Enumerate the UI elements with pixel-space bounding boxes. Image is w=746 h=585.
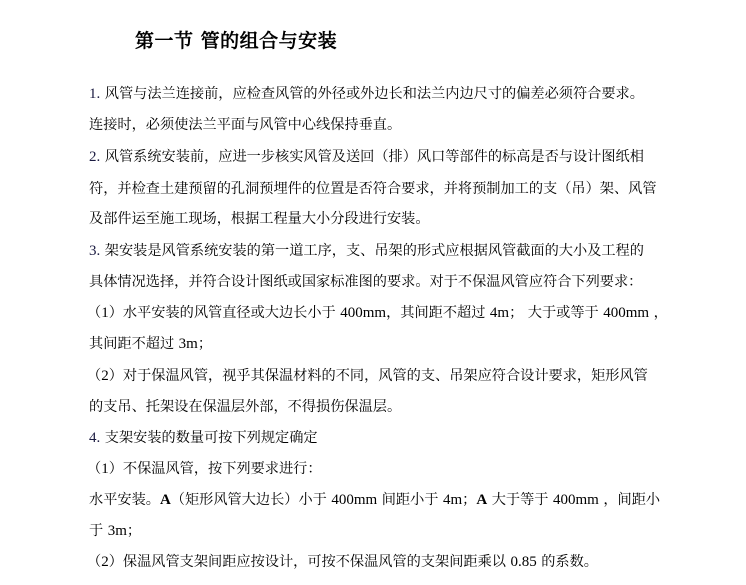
text-segment: ，间距小 (598, 492, 661, 508)
text-segment: 的系数。 (536, 554, 598, 570)
item-4-1-detail-line-2 (89, 521, 141, 541)
text-segment: 4. (89, 430, 101, 446)
text-segment: 3. (89, 243, 101, 259)
text-segment: 水平安装。 (89, 492, 160, 508)
paragraph-2-line-2 (89, 179, 657, 199)
text-segment: 2 (101, 554, 109, 570)
text-segment: 0.85 (510, 554, 537, 570)
item-3-2-line-1 (87, 366, 648, 386)
text-segment: ）对于保温风管，视乎其保温材料的不同，风管的支、吊架应符合设计要求，矩形风管 (108, 368, 648, 384)
text-segment: 大于等于 (487, 492, 553, 508)
text-segment: 风管系统安装前，应进一步核实风管及送回（排）风口等部件的标高是否与设计图纸相 (100, 149, 644, 165)
text-segment: 400mm (331, 492, 378, 508)
text-segment: 1. (89, 86, 101, 102)
item-3-2-line-2 (89, 397, 401, 417)
text-segment: 架安装是风管系统安装的第一道工序，支、吊架的形式应根据风管截面的大小及工程的 (100, 243, 644, 259)
text-segment: 的支吊、托架设在保温层外部，不得损伤保温层。 (89, 399, 402, 415)
paragraph-3-line-2 (89, 272, 642, 292)
text-segment: （ (87, 305, 102, 321)
text-segment: A (476, 492, 488, 508)
text-segment: ； (462, 492, 477, 508)
item-4-2-line-1 (87, 552, 598, 572)
text-segment: ，其间距不超过 (386, 305, 490, 321)
item-3-1-line-1 (87, 303, 668, 323)
text-segment: ； (197, 336, 213, 352)
text-segment: 间距小于 (377, 492, 443, 508)
section-title: 第一节 管的组合与安装 (135, 30, 338, 52)
text-segment: 3m (178, 336, 198, 352)
text-segment: 400mm (553, 492, 599, 508)
text-segment: 具体情况选择，并符合设计图纸或国家标准图的要求。对于不保温风管应符合下列要求： (89, 274, 643, 290)
text-segment: ）保温风管支架间距应按设计，可按不保温风管的支架间距乘以 (108, 554, 511, 570)
paragraph-1-line-2 (89, 115, 401, 135)
text-segment: A (159, 492, 171, 508)
text-segment: （ (87, 554, 102, 570)
paragraph-1-line-1 (89, 84, 644, 104)
item-4-1-line-1 (87, 459, 322, 479)
text-segment: ； (126, 523, 142, 539)
text-segment: 及部件运至施工现场，根据工程量大小分段进行安装。 (89, 211, 430, 227)
text-segment: 其间距不超过 (89, 336, 179, 352)
text-segment: 2 (101, 368, 109, 384)
text-segment: 1 (101, 461, 109, 477)
text-segment: ； 大于或等于 (509, 305, 604, 321)
text-segment: 符，并检查土建预留的孔洞预埋件的位置是否符合要求，并将预制加工的支（吊）架、风管 (89, 181, 657, 197)
paragraph-2-line-1 (89, 147, 644, 167)
paragraph-2-line-3 (89, 209, 430, 229)
paragraph-4-line-1 (89, 428, 318, 448)
text-segment: 1 (101, 305, 109, 321)
paragraph-3-line-1 (89, 241, 644, 261)
text-segment: 连接时，必须使法兰平面与风管中心线保持垂直。 (89, 117, 402, 133)
text-segment: ）水平安装的风管直径或大边长小于 (108, 305, 341, 321)
text-segment: 风管与法兰连接前，应检查风管的外径或外边长和法兰内边尺寸的偏差必须符合要求。 (100, 86, 644, 102)
text-segment: 于 (89, 523, 108, 539)
item-4-1-detail-line-1 (89, 490, 660, 510)
text-segment: ， (649, 305, 668, 321)
text-segment: 2. (89, 149, 101, 165)
text-segment: （ (87, 368, 102, 384)
text-segment: 4m (489, 305, 510, 321)
text-segment: （ (87, 461, 102, 477)
text-segment: 4m (443, 492, 463, 508)
text-segment: 支架安装的数量可按下列规定确定 (100, 430, 318, 446)
item-3-1-line-2 (89, 334, 212, 354)
text-segment: 3m (107, 523, 127, 539)
text-segment: （矩形风管大边长）小于 (170, 492, 332, 508)
text-segment: 400mm (340, 305, 387, 321)
text-segment: ）不保温风管，按下列要求进行： (108, 461, 322, 477)
text-segment: 400mm (603, 305, 650, 321)
